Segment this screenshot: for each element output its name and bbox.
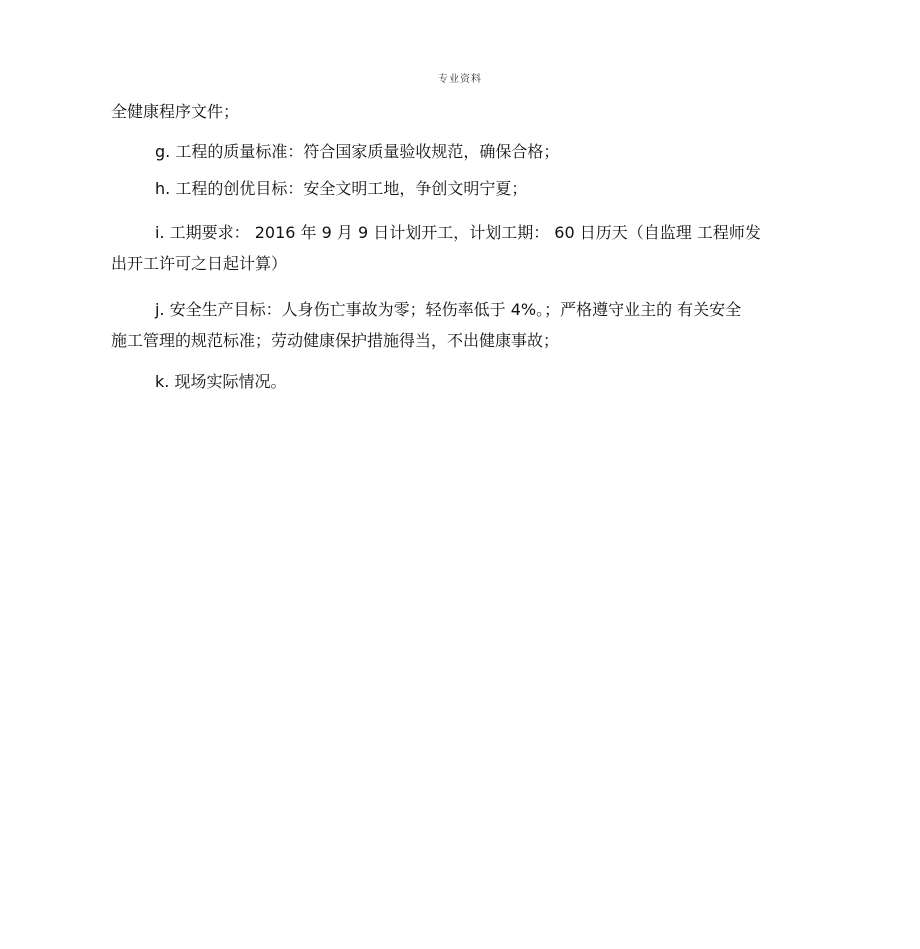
paragraph-item-i: i. 工期要求： 2016 年 9 月 9 日计划开工，计划工期： 60 日历天（自监理 工程师发 — [155, 223, 761, 242]
page-header: 专业资料 — [438, 74, 482, 85]
paragraph-item-k: k. 现场实际情况。 — [155, 372, 287, 391]
paragraph-item-h: h. 工程的创优目标：安全文明工地，争创文明宁夏； — [155, 179, 528, 198]
paragraph-line: 全健康程序文件； — [111, 102, 240, 121]
paragraph-item-i-continued: 出开工许可之日起计算） — [111, 254, 288, 273]
paragraph-item-j: j. 安全生产目标：人身伤亡事故为零；轻伤率低于 4%。；严格遵守业主的 有关安全 — [155, 300, 742, 319]
paragraph-item-j-continued: 施工管理的规范标准；劳动健康保护措施得当，不出健康事故； — [111, 331, 560, 350]
paragraph-item-g: g. 工程的质量标准：符合国家质量验收规范，确保合格； — [155, 142, 560, 161]
